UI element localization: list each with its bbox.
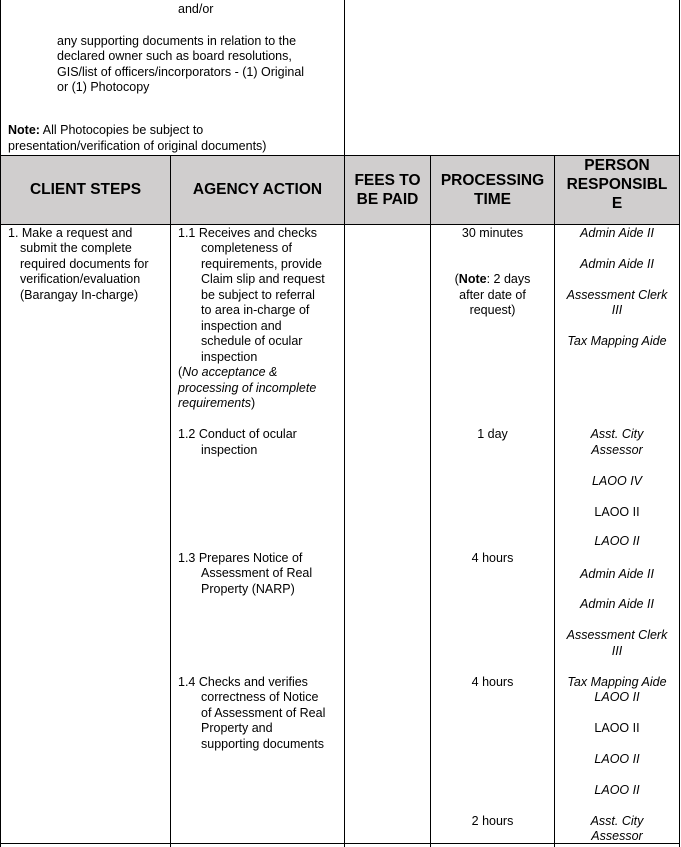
row-divider-header-bottom: [0, 224, 680, 225]
person-2: Admin Aide II: [580, 257, 654, 271]
action-1-4-line-2: correctness of Notice: [201, 690, 319, 704]
note-label: Note:: [8, 123, 40, 137]
person-5-line-1: Asst. City: [590, 427, 644, 441]
column-divider-client: [170, 155, 171, 847]
client-step-line-2: submit the complete: [20, 241, 132, 255]
action-1-1-note-line-3: [178, 396, 255, 412]
header-client-steps: CLIENT STEPS: [29, 181, 142, 198]
person-12: Tax Mapping Aide: [567, 675, 667, 689]
person-17-line-2: Assessor: [591, 829, 643, 843]
note-open-paren: (: [178, 365, 183, 379]
processing-note-line-2: after date of: [459, 288, 526, 302]
processing-time-5: 2 hours: [471, 814, 514, 828]
person-4: Tax Mapping Aide: [567, 334, 667, 348]
action-1-1-line-1: 1.1 Receives and checks: [178, 226, 317, 240]
note-text: requirements: [178, 396, 251, 410]
action-1-1-note-line-1: [178, 365, 277, 381]
action-1-1-line-8: schedule of ocular: [201, 334, 303, 348]
person-14: LAOO II: [594, 721, 640, 735]
action-1-4-line-1: 1.4 Checks and verifies: [178, 675, 308, 689]
note-line-1: [8, 123, 203, 139]
processing-time-2: 1 day: [477, 427, 508, 441]
person-10: Admin Aide II: [580, 597, 654, 611]
person-7: LAOO II: [594, 505, 640, 519]
action-1-1-line-2: completeness of: [201, 241, 293, 255]
client-step-line-3: required documents for: [20, 257, 149, 271]
header-person-line-3: E: [611, 195, 623, 212]
supporting-docs-line-2: declared owner such as board resolutions,: [57, 49, 292, 63]
person-8: LAOO II: [594, 534, 640, 548]
note-label: Note: [458, 272, 487, 286]
person-3-line-2: III: [611, 303, 623, 317]
person-16: LAOO II: [594, 783, 640, 797]
person-13: LAOO II: [594, 690, 640, 704]
action-1-1-line-3: requirements, provide: [201, 257, 322, 271]
supporting-docs-line-1: any supporting documents in relation to the: [57, 34, 297, 48]
client-step-line-1: 1. Make a request and: [8, 226, 133, 240]
person-5-line-2: Assessor: [591, 443, 643, 457]
action-1-2-line-1: 1.2 Conduct of ocular: [178, 427, 297, 441]
note-line-2: presentation/verification of original documents): [8, 139, 267, 153]
action-1-1-line-6: to area in-charge of: [201, 303, 310, 317]
action-1-1-note-line-2: processing of incomplete: [178, 381, 317, 395]
header-fees-line-2: BE PAID: [356, 191, 419, 208]
paren-open: (: [454, 272, 459, 286]
note-text: No acceptance &: [182, 365, 278, 379]
action-1-4-line-4: Property and: [201, 721, 273, 735]
supporting-docs-line-3: GIS/list of officers/incorporators - (1) Original: [57, 65, 305, 79]
note-close-paren: ): [250, 396, 256, 410]
table-border-left: [0, 0, 1, 847]
note-text: : 2 days: [486, 272, 531, 286]
action-1-1-line-5: be subject to referral: [201, 288, 315, 302]
header-processing-line-2: TIME: [473, 191, 512, 208]
person-3-line-1: Assessment Clerk: [566, 288, 668, 302]
person-6: LAOO IV: [591, 474, 643, 488]
client-step-line-5: (Barangay In-charge): [20, 288, 139, 302]
action-1-1-line-7: inspection and: [201, 319, 282, 333]
and-or-text: and/or: [178, 2, 214, 16]
header-fees-line-1: FEES TO: [354, 172, 421, 189]
column-divider-fees: [430, 155, 431, 847]
action-1-1-line-9: inspection: [201, 350, 258, 364]
action-1-3-line-2: Assessment of Real: [201, 566, 313, 580]
header-agency-action: AGENCY ACTION: [192, 181, 323, 198]
header-person-line-1: PERSON: [584, 157, 650, 174]
action-1-2-line-2: inspection: [201, 443, 258, 457]
processing-note-line-3: request): [469, 303, 516, 317]
header-person-line-2: RESPONSIBL: [566, 176, 668, 193]
column-divider-requirements: [344, 0, 345, 847]
action-1-3-line-1: 1.3 Prepares Notice of: [178, 551, 303, 565]
person-11-line-2: III: [611, 644, 623, 658]
person-17-line-1: Asst. City: [590, 814, 644, 828]
person-1: Admin Aide II: [580, 226, 654, 240]
action-1-3-line-3: Property (NARP): [201, 582, 295, 596]
person-11-line-1: Assessment Clerk: [566, 628, 668, 642]
action-1-1-line-4: Claim slip and request: [201, 272, 325, 286]
supporting-docs-line-4: or (1) Photocopy: [57, 80, 150, 94]
note-text: All Photocopies be subject to: [39, 123, 204, 137]
header-processing-line-1: PROCESSING: [440, 172, 545, 189]
person-15: LAOO II: [594, 752, 640, 766]
table-border-right: [679, 0, 680, 847]
processing-note-line-1: [431, 272, 554, 288]
person-9: Admin Aide II: [580, 567, 654, 581]
processing-time-4: 4 hours: [471, 675, 514, 689]
action-1-4-line-3: of Assessment of Real: [201, 706, 326, 720]
processing-time-3: 4 hours: [471, 551, 514, 565]
action-1-4-line-5: supporting documents: [201, 737, 324, 751]
client-step-line-4: verification/evaluation: [20, 272, 141, 286]
processing-time-1: 30 minutes: [461, 226, 524, 240]
